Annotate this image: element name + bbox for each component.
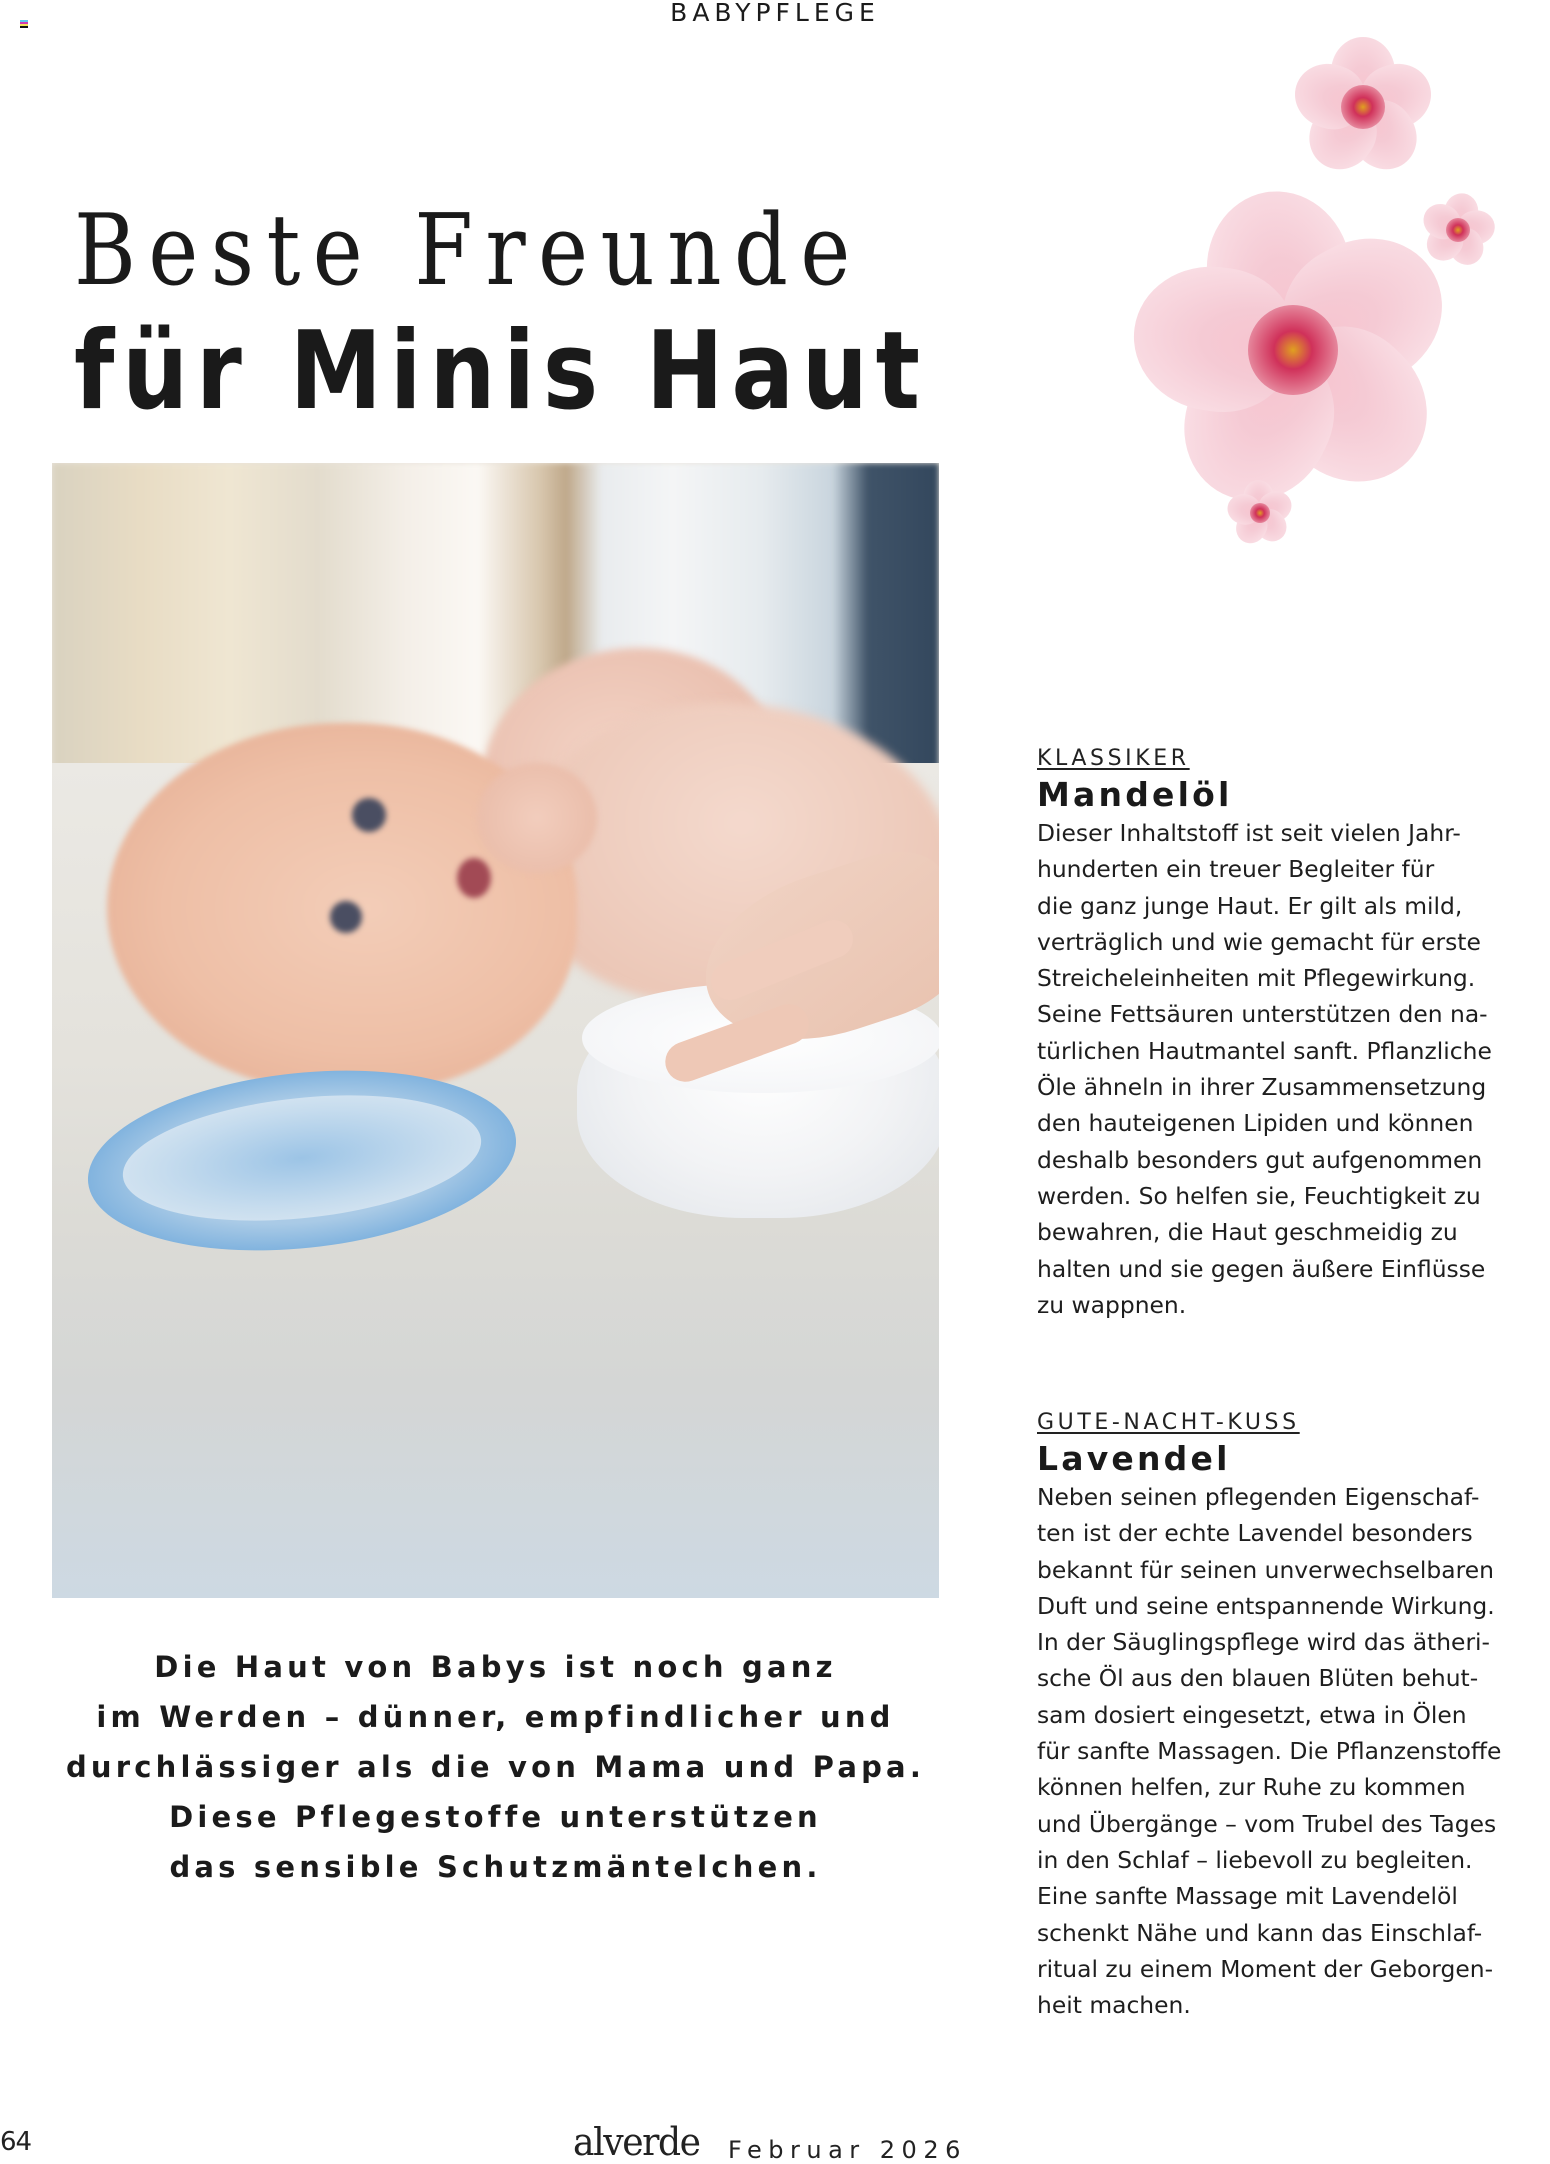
body-line: Eine sanfte Massage mit Lavendelöl [1037,1882,1458,1911]
cherry-blossom-decoration [1080,40,1540,560]
article-headline: Mandelöl [1037,775,1233,814]
issue-date: Februar 2026 [728,2136,967,2164]
body-line: bewahren, die Haut geschmeidig zu [1037,1218,1458,1247]
body-line: werden. So helfen sie, Feuchtigkeit zu [1037,1181,1481,1210]
body-line: deshalb besonders gut aufgenommen [1037,1145,1483,1174]
body-line: halten und sie gegen äußere Einflüsse [1037,1254,1486,1283]
body-line: zu wappnen. [1037,1290,1187,1319]
body-line: Seine Fettsäuren unterstützen den na- [1037,1000,1488,1029]
body-line: sam dosiert eingesetzt, etwa in Ölen [1037,1700,1467,1729]
body-line: hunderten ein treuer Begleiter für [1037,855,1435,884]
article-kicker: KLASSIKER [1037,746,1190,771]
caption-line: durchlässiger als die von Mama und Papa. [65,1750,926,1784]
body-line: türlichen Hautmantel sanft. Pflanzliche [1037,1036,1492,1065]
brand-logo: alverde [573,2120,700,2164]
body-line: verträglich und wie gemacht für erste [1037,927,1481,956]
caption-line: das sensible Schutzmäntelchen. [169,1850,822,1884]
page-title-line-1: Beste Freunde [74,194,863,308]
page-number: 64 [0,2127,32,2157]
caption-line: im Werden – dünner, empfindlicher und [96,1700,895,1734]
body-line: Dieser Inhaltstoff ist seit vielen Jahr- [1037,819,1461,847]
body-line: die ganz junge Haut. Er gilt als mild, [1037,891,1463,920]
page-title-line-2: für Minis Haut [74,309,928,434]
baby-cream-photo [52,463,939,1598]
body-line: ritual zu einem Moment der Geborgen- [1037,1954,1494,1983]
body-line: heit machen. [1037,1991,1191,2020]
article-headline: Lavendel [1037,1439,1231,1478]
article-mandeloel [1037,745,1517,1323]
body-line: Streicheleinheiten mit Pflegewirkung. [1037,964,1476,993]
body-line: können helfen, zur Ruhe zu kommen [1037,1773,1466,1802]
photo-caption [52,1642,939,1892]
article-kicker: GUTE-NACHT-KUSS [1037,1410,1300,1435]
body-line: sche Öl aus den blauen Blüten behut- [1037,1664,1479,1693]
body-line: ten ist der echte Lavendel besonders [1037,1519,1473,1548]
article-body [1037,815,1517,1323]
article-lavendel [1037,1409,1517,2023]
article-body [1037,1479,1517,2023]
section-label: BABYPFLEGE [670,0,880,27]
body-line: für sanfte Massagen. Die Pflanzenstoffe [1037,1737,1502,1766]
body-line: Duft und seine entspannende Wirkung. [1037,1591,1495,1620]
body-line: Öle ähneln in ihrer Zusammensetzung [1037,1073,1487,1102]
body-line: schenkt Nähe und kann das Einschlaf- [1037,1918,1483,1947]
body-line: und Übergänge – vom Trubel des Tages [1037,1809,1497,1838]
caption-line: Die Haut von Babys ist noch ganz [154,1650,837,1684]
body-line: In der Säuglingspflege wird das ätheri- [1037,1628,1490,1657]
caption-line: Diese Pflegestoffe unterstützen [169,1800,822,1834]
body-line: Neben seinen pflegenden Eigenschaf- [1037,1483,1480,1511]
body-line: in den Schlaf – liebevoll zu begleiten. [1037,1845,1473,1874]
body-line: den hauteigenen Lipiden und können [1037,1109,1474,1138]
body-line: bekannt für seinen unverwechselbaren [1037,1555,1494,1584]
